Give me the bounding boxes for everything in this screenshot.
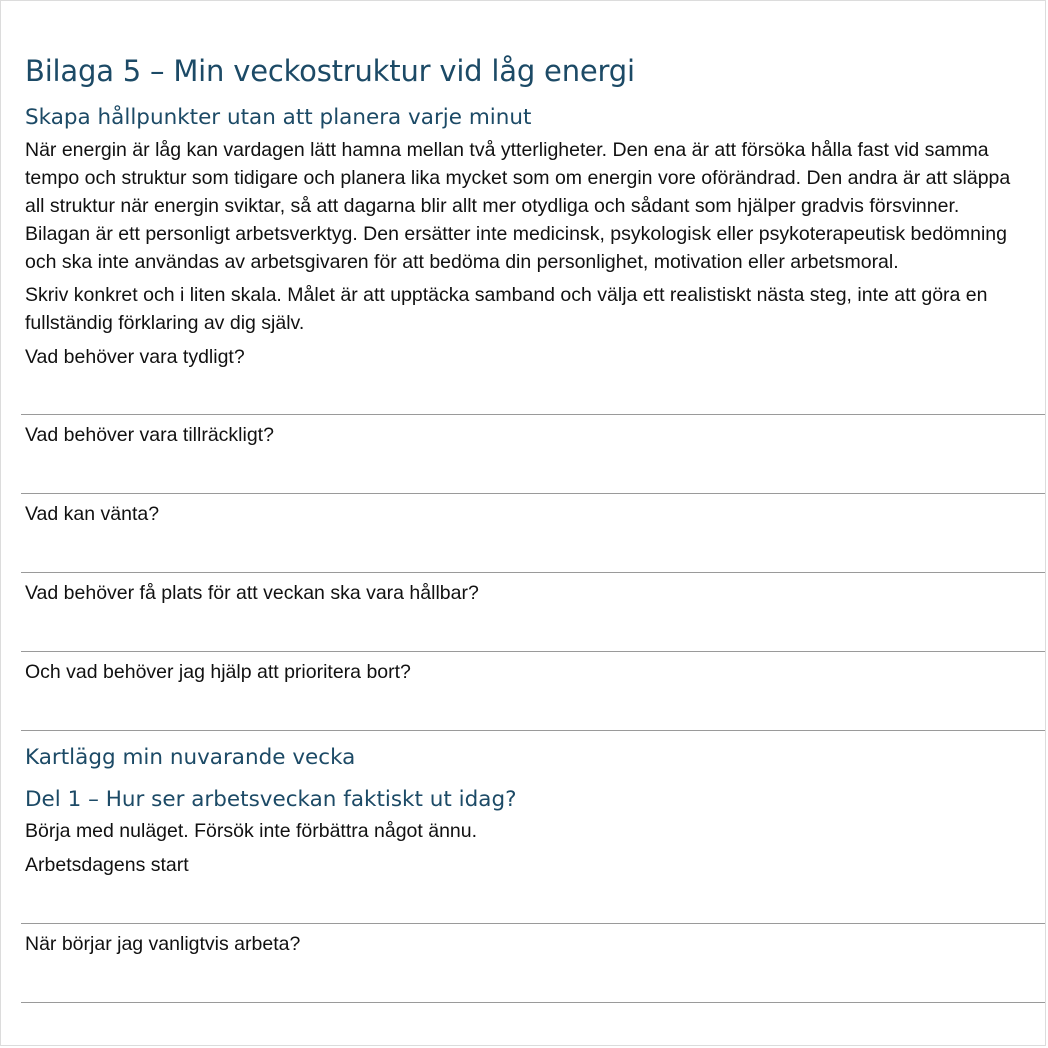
answer-line[interactable] (21, 651, 1045, 652)
answer-line[interactable] (21, 923, 1045, 924)
question-block (25, 658, 1025, 731)
question-block (25, 851, 1025, 924)
question-label: Och vad behöver jag hjälp att prioritera bort? (25, 661, 411, 683)
question-label: Vad behöver vara tydligt? (25, 346, 245, 368)
answer-line[interactable] (21, 493, 1045, 494)
question-label: När börjar jag vanligtvis arbeta? (25, 933, 301, 955)
answer-line[interactable] (21, 414, 1045, 415)
question-label: Arbetsdagens start (25, 854, 189, 876)
question-block (25, 343, 1025, 415)
question-label: Vad behöver få plats för att veckan ska vara hållbar? (25, 582, 479, 604)
document-subtitle: Skapa hållpunkter utan att planera varje minut (25, 105, 532, 130)
question-block (25, 500, 1025, 573)
document-content (25, 51, 1025, 1003)
part-heading: Del 1 – Hur ser arbetsveckan faktiskt ut idag? (25, 787, 517, 812)
question-label: Vad behöver vara tillräckligt? (25, 424, 274, 446)
intro-paragraph-1: När energin är låg kan vardagen lätt hamna mellan två ytterligheter. Den ena är att försöka hålla fast vid samma tempo och struktur som tidigare och planera lika mycket som om energin vore oförändrad. Den andra är att släppa all struktur när energin sviktar, så att dagarna blir allt mer otydliga och sådant som hjälper gradvis försvinner. Bilagan är ett personligt arbetsverktyg. Den ersätter inte medicinsk, psykologisk eller psykoterapeutisk bedömning och ska inte användas av arbetsgivaren för att bedöma din personlighet, motivation eller arbetsmoral. (25, 139, 1011, 273)
part-intro: Börja med nuläget. Försök inte förbättra något ännu. (25, 820, 478, 842)
answer-line[interactable] (21, 572, 1045, 573)
answer-line[interactable] (21, 1002, 1045, 1003)
answer-line[interactable] (21, 730, 1045, 731)
question-label: Vad kan vänta? (25, 503, 160, 525)
intro-paragraph-2: Skriv konkret och i liten skala. Målet är att upptäcka samband och välja ett realistiskt nästa steg, inte att göra en fullständig förklaring av dig själv. (25, 284, 988, 334)
section-heading: Kartlägg min nuvarande vecka (25, 745, 356, 770)
question-block (25, 930, 1025, 1003)
question-block (25, 421, 1025, 494)
document-title: Bilaga 5 – Min veckostruktur vid låg energi (25, 54, 635, 88)
question-block (25, 579, 1025, 652)
